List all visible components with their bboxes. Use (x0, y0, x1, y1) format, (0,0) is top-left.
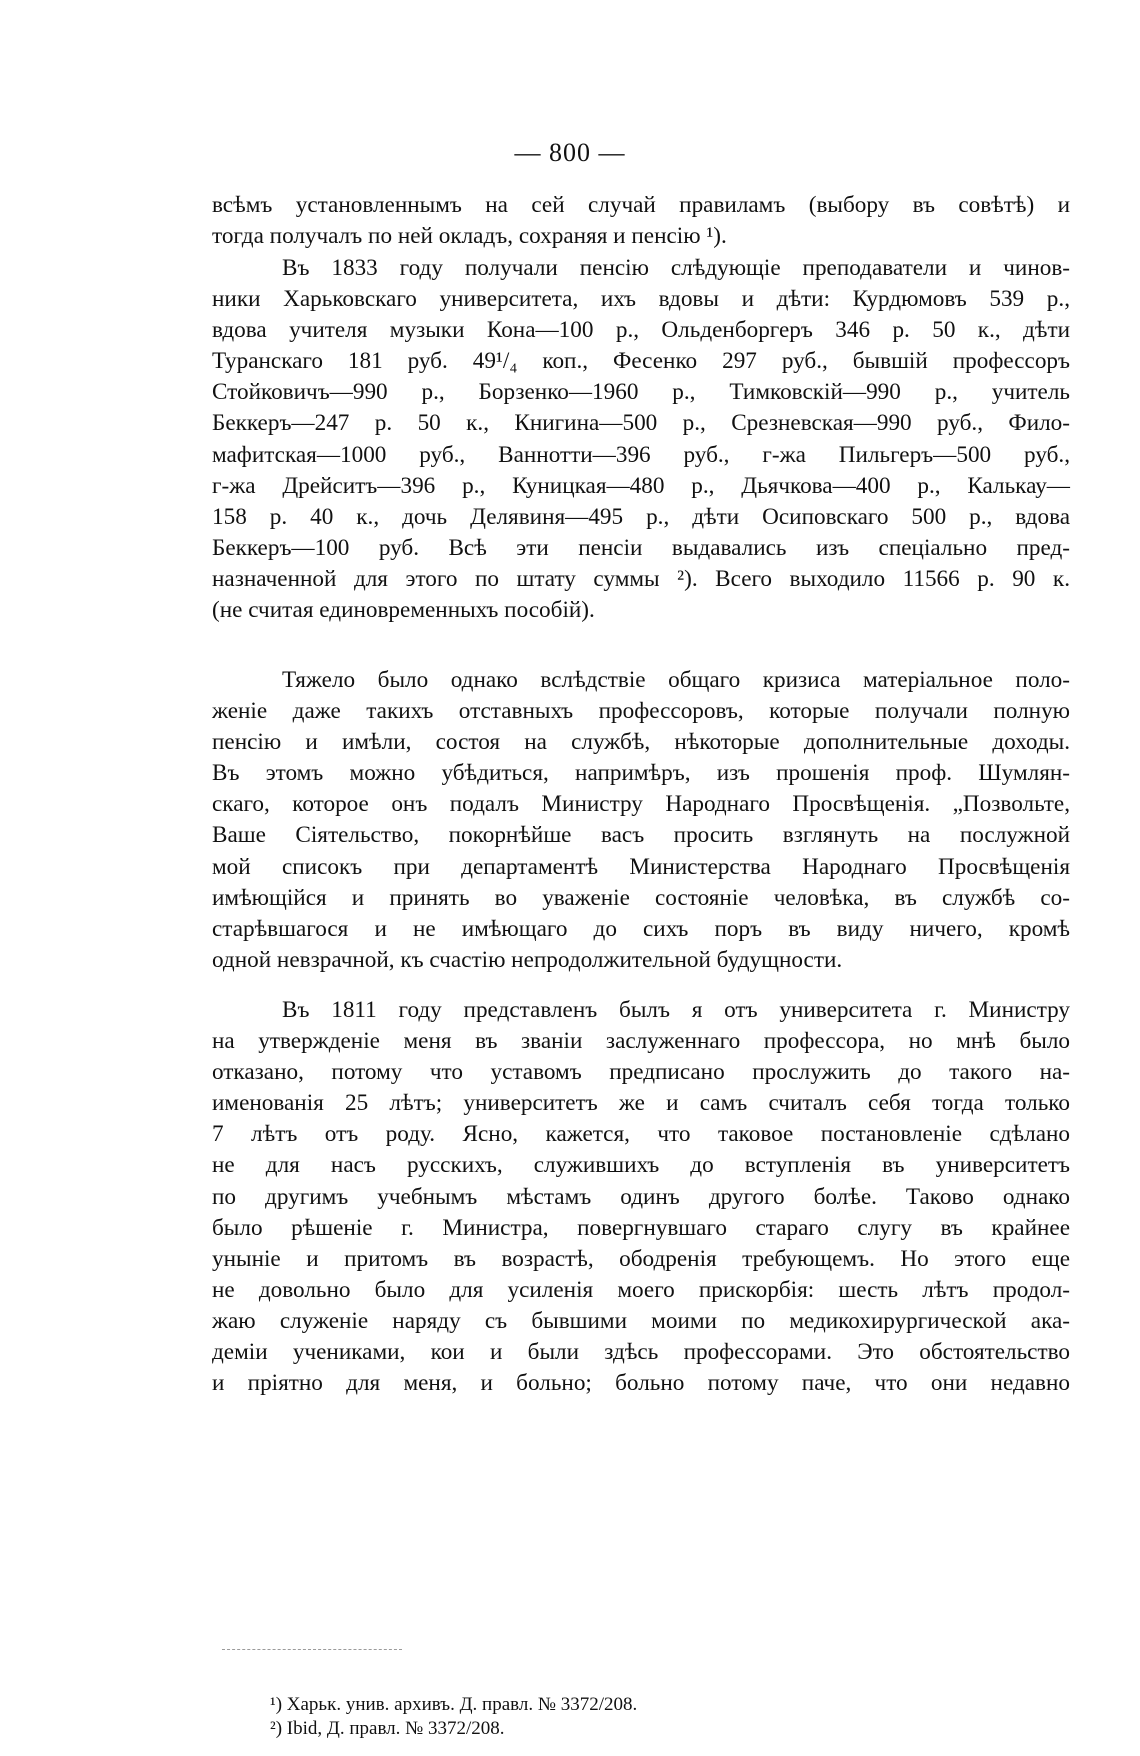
text-line: Беккеръ—247 р. 50 к., Книгина—500 р., Срезневская—990 руб., Фило- (212, 410, 1070, 437)
text-line: вдова учителя музыки Кона—100 р., Ольденборгеръ 346 р. 50 к., дѣти (212, 317, 1070, 344)
text-line: Въ 1811 году представленъ былъ я отъ университета г. Министру (282, 997, 1070, 1023)
text-line: было рѣшеніе г. Министра, повергнувшаго стараго слугу въ крайнее (212, 1214, 1070, 1241)
footnote-divider (222, 1649, 402, 1650)
footnotes (270, 1693, 637, 1741)
text-line: (не считая единовременныхъ пособій). (212, 597, 595, 624)
text-line: и пріятно для меня, и больно; больно потому паче, что они недавно (212, 1370, 1070, 1397)
text-line: не довольно было для усиленія моего прискорбія: шесть лѣтъ продол- (212, 1276, 1070, 1303)
text-line: тогда получалъ по ней окладъ, сохраняя и пенсію ¹). (212, 223, 727, 250)
text-line: Въ этомъ можно убѣдиться, напримѣръ, изъ прошенія проф. Шумлян- (212, 760, 1070, 787)
text-line: 7 лѣтъ отъ роду. Ясно, кажется, что таковое постановленіе сдѣлано (212, 1121, 1070, 1148)
text-line: не для насъ русскихъ, служившихъ до вступленія въ университетъ (212, 1152, 1070, 1179)
text-line: старѣвшагося и не имѣющаго до сихъ поръ въ виду ничего, кромѣ (212, 915, 1070, 942)
text-line: имѣющійся и принять во уваженіе состояніе человѣка, въ службѣ со- (212, 884, 1070, 911)
text-line: Тяжело было однако вслѣдствіе общаго кризиса матеріальное поло- (282, 667, 1070, 693)
text-line: одной невзрачной, къ счастію непродолжительной будущности. (212, 946, 843, 973)
text-line: отказано, потому что уставомъ предписано прослужить до такого на- (212, 1059, 1070, 1086)
text-line: жаю служеніе наряду съ бывшими моими по медикохирургической ака- (212, 1307, 1070, 1334)
footnote-mark: ²) (270, 1718, 283, 1739)
text-line: ники Харьковскаго университета, ихъ вдовы и дѣти: Курдюмовъ 539 р., (212, 286, 1070, 313)
text-line: на утвержденіе меня въ званіи заслуженнаго профессора, но мнѣ было (212, 1028, 1070, 1055)
text-line: назначенной для этого по штату суммы ²). Всего выходило 11566 р. 90 к. (212, 565, 1070, 592)
footnote-text: Харьк. унив. архивъ. Д. правл. № 3372/208. (286, 1694, 638, 1715)
text-line: г-жа Дрейситъ—396 р., Куницкая—480 р., Дьячкова—400 р., Калькау— (212, 472, 1070, 499)
text-line: всѣмъ установленнымъ на сей случай правиламъ (выбору въ совѣтѣ) и (212, 192, 1070, 218)
text-line: 158 р. 40 к., дочь Делявиня—495 р., дѣти Осиповскаго 500 р., вдова (212, 503, 1070, 530)
page-number: — 800 — (514, 138, 626, 167)
paragraph-2 (212, 253, 1070, 626)
text-line: Ваше Сіятельство, покорнѣйше васъ просить взглянуть на послужной (212, 822, 1070, 849)
text-line: именованія 25 лѣтъ; университетъ же и самъ считалъ себя тогда только (212, 1090, 1070, 1117)
text-line: пенсію и имѣли, состоя на службѣ, нѣкоторые дополнительные доходы. (212, 729, 1070, 756)
text-line: уныніе и притомъ въ возрастѣ, ободренія требующемъ. Но этого еще (212, 1245, 1070, 1272)
footnote-mark: ¹) (270, 1694, 283, 1715)
paragraph-3 (212, 665, 1070, 976)
paragraph-4 (212, 995, 1070, 1399)
footnote-2 (270, 1717, 637, 1741)
text-line: скаго, которое онъ подалъ Министру Народнаго Просвѣщенія. „Позвольте, (212, 791, 1070, 818)
text-line: Стойковичъ—990 р., Борзенко—1960 р., Тимковскій—990 р., учитель (212, 379, 1070, 406)
paragraph-1 (212, 190, 1070, 252)
text-line: по другимъ учебнымъ мѣстамъ одинъ другого болѣе. Таково однако (212, 1183, 1070, 1210)
text-line: Беккеръ—100 руб. Всѣ эти пенсіи выдавались изъ спеціально пред- (212, 534, 1070, 561)
footnote-1 (270, 1693, 637, 1717)
text-line: деміи учениками, кои и были здѣсь профессорами. Это обстоятельство (212, 1339, 1070, 1366)
text-line: Туранскаго 181 руб. 49¹/₄ коп., Фесенко 297 руб., бывшій профессоръ (212, 348, 1070, 375)
text-line: Въ 1833 году получали пенсію слѣдующіе преподаватели и чинов- (282, 255, 1070, 281)
footnote-text: Ibid, Д. правл. № 3372/208. (286, 1718, 505, 1739)
text-line: мафитская—1000 руб., Ваннотти—396 руб., г-жа Пильгеръ—500 руб., (212, 441, 1070, 468)
text-line: мой списокъ при департаментѣ Министерства Народнаго Просвѣщенія (212, 853, 1070, 880)
text-line: женіе даже такихъ отставныхъ профессоровъ, которые получали полную (212, 698, 1070, 725)
